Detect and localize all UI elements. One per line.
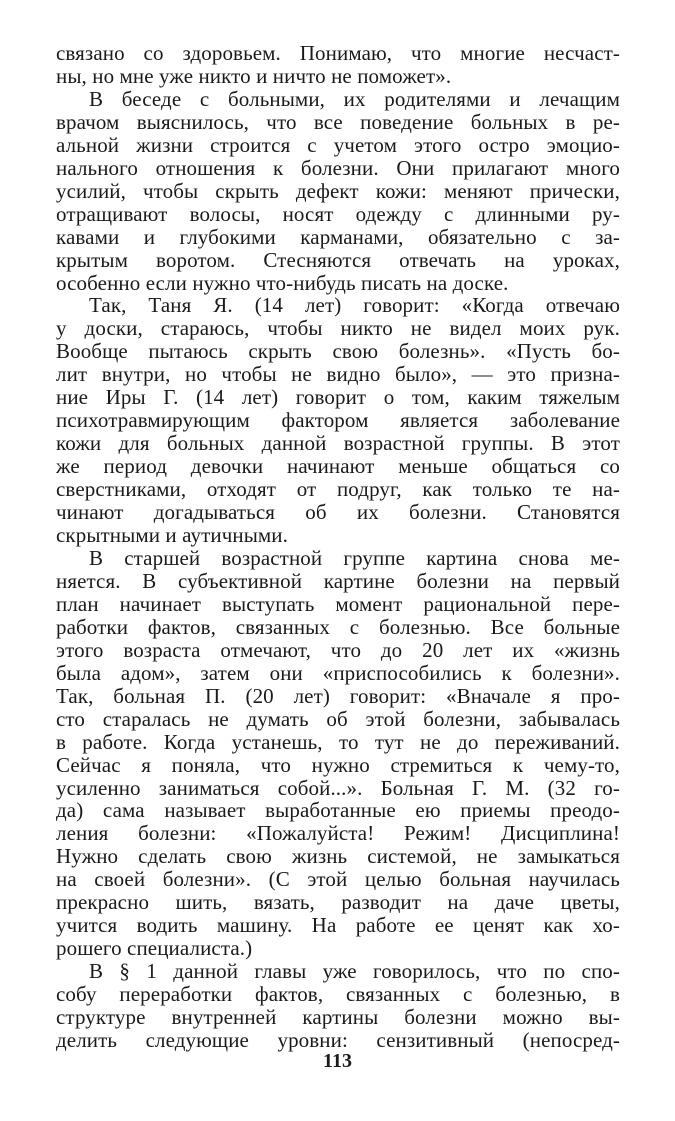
text-line: Так, больная П. (20 лет) говорит: «Вначале я про- [56,683,620,708]
text-line: нального отношения к болезни. Они прилагают много [56,155,620,180]
text-line: особенно если нужно что-нибудь писать на доске. [56,270,509,295]
text-line: прекрасно шить, вязать, разводит на даче цветы, [56,890,620,915]
text-line: план начинает выступать момент рациональной пере- [56,591,620,616]
text-line: В старшей возрастной группе картина снова ме- [89,545,620,570]
text-line: собу переработки фактов, связанных с болезнью, в [56,982,620,1007]
text-line: ны, но мне уже никто и ничто не поможет». [56,63,452,88]
text-line: чинают догадываться об их болезни. Становятся [56,500,620,525]
text-line: Так, Таня Я. (14 лет) говорит: «Когда отвечаю [89,293,620,318]
text-line: психотравмирующим фактором является заболевание [56,408,620,433]
text-line: Сейчас я поняла, что нужно стремиться к чему-то, [56,752,620,777]
text-line: была адом», затем они «приспособились к болезни». [56,660,620,685]
text-line: ления болезни: «Пожалуйста! Режим! Дисциплина! [56,821,620,846]
text-line: на своей болезни». (С этой целью больная научилась [56,867,620,892]
text-line: Вообще пытаюсь скрыть свою болезнь». «Пусть бо- [56,339,620,364]
text-line: врачом выяснилось, что все поведение больных в ре- [56,109,620,134]
text-line: В беседе с больными, их родителями и лечащим [89,86,620,111]
text-line: делить следующие уровни: сензитивный (непосред- [56,1027,620,1052]
page-text-body [56,42,620,1052]
text-line: кожи для больных данной возрастной группы. В этот [56,431,620,456]
text-line: в работе. Когда устанешь, то тут не до переживаний. [56,729,620,754]
text-line: Нужно сделать свою жизнь системой, не замыкаться [56,844,620,869]
text-line: отращивают волосы, носят одежду с длинными ру- [56,201,620,226]
text-line: альной жизни строится с учетом этого остро эмоцио- [56,132,620,157]
text-line: кавами и глубокими карманами, обязательно с за- [56,224,620,249]
text-line: же период девочки начинают меньше общаться со [56,454,620,479]
text-line: да) сама называет выработанные ею приемы преодо- [56,798,620,823]
text-line: учится водить машину. На работе ее ценят как хо- [56,913,620,938]
text-line: усиленно заниматься собой...». Больная Г. М. (32 го- [56,775,620,800]
text-line: лит внутри, но чтобы не видно было», — это призна- [56,362,620,387]
text-line: няется. В субъективной картине болезни на первый [56,568,620,593]
text-line: рошего специалиста.) [56,936,253,961]
text-line: работки фактов, связанных с болезнью. Все больные [56,614,620,639]
text-line: ние Иры Г. (14 лет) говорит о том, каким тяжелым [56,385,620,410]
text-line: скрытными и аутичными. [56,523,288,548]
text-line: крытым воротом. Стесняются отвечать на уроках, [56,247,620,272]
text-line: структуре внутренней картины болезни можно вы- [56,1005,620,1030]
text-line: у доски, стараюсь, чтобы никто не видел моих рук. [56,316,620,341]
text-line: В § 1 данной главы уже говорилось, что по спо- [89,959,620,984]
text-line: усилий, чтобы скрыть дефект кожи: меняют прически, [56,178,620,203]
text-line: этого возраста отмечают, что до 20 лет их «жизнь [56,637,620,662]
text-line: сверстниками, отходят от подруг, как только те на- [56,477,620,502]
text-line: связано со здоровьем. Понимаю, что многие несчаст- [56,41,620,65]
page-number: 113 [323,1050,352,1072]
text-line: сто старалась не думать об этой болезни, забывалась [56,706,620,731]
